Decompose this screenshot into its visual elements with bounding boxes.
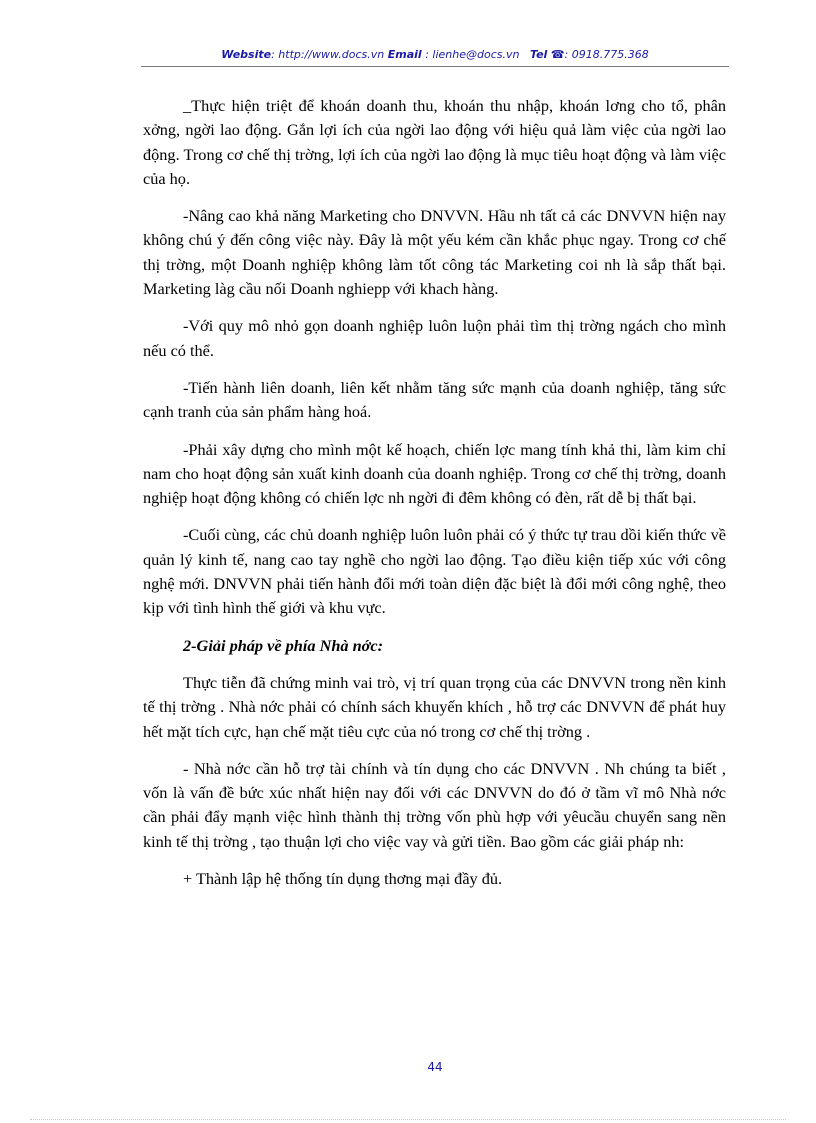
phone-icon: ☎: [550, 48, 565, 61]
paragraph: Thực tiễn đã chứng minh vai trò, vị trí quan trọng của các DNVVN trong nền kinh tế thị trờng . Nhà nớc phải có chính sách khuyến khích , hỗ trợ các DNVVN để phát huy hết mặt tích cực, hạn chế mặt tiêu cực của nó trong cơ chế thị trờng .: [143, 672, 726, 741]
section-heading: 2-Giải pháp về phía Nhà nớc:: [183, 635, 384, 655]
paragraph: -Nâng cao khả năng Marketing cho DNVVN. Hầu nh tất cả các DNVVN hiện nay không chú ý đến công việc này. Đây là một yếu kém cần khắc phục ngay. Trong cơ chế thị trờng, một Doanh nghiệp không làm tốt công tác Marketing coi nh là sắp thất bại. Marketing làg cầu nối Doanh nghiepp với khach hàng.: [143, 206, 726, 299]
paragraph: -Tiến hành liên doanh, liên kết nhằm tăng sức mạnh của doanh nghiệp, tăng sức cạnh tranh của sản phẩm hàng hoá.: [143, 377, 726, 422]
page-header: [141, 48, 729, 61]
paragraph: - Nhà nớc cần hỗ trợ tài chính và tín dụng cho các DNVVN . Nh chúng ta biết , vốn là vấn đề bức xúc nhất hiện nay đối với các DNVVN do đó ở tầm vĩ mô Nhà nớc cần phải đẩy mạnh việc hình thành thị trờng vốn phù hợp với yêucầu chuyển sang nền kinh tế thị trờng , tạo thuận lợi cho việc vay và gửi tiền. Bao gồm các giải pháp nh:: [143, 758, 726, 851]
footer-divider: [30, 1119, 786, 1120]
email-address[interactable]: : lienhe@docs.vn: [421, 48, 520, 61]
email-label: Email: [387, 48, 422, 61]
paragraph: _Thực hiện triệt để khoán doanh thu, khoán thu nhập, khoán lơng cho tổ, phân xởng, ngời lao động. Gắn lợi ích của ngời lao động với hiệu quả làm việc của ngời lao động. Trong cơ chế thị trờng, lợi ích của ngời lao động là mục tiêu hoạt động và làm việc của họ.: [143, 96, 726, 188]
document-body: [143, 94, 726, 904]
tel-number: : 0918.775.368: [564, 48, 649, 61]
website-label: Website: [221, 48, 272, 61]
header-divider: [141, 66, 729, 67]
paragraph: -Với quy mô nhỏ gọn doanh nghiệp luôn luộn phải tìm thị trờng ngách cho mình nếu có thể.: [143, 316, 726, 360]
paragraph: -Phải xây dựng cho mình một kế hoạch, chiến lợc mang tính khả thi, làm kim chỉ nam cho hoạt động sản xuất kinh doanh của doanh nghiệp. Trong cơ chế thị trờng, doanh nghiệp hoạt động không có chiến lợc nh ngời đi đêm không có đèn, rất dễ bị thất bại.: [143, 439, 726, 508]
website-url[interactable]: : http://www.docs.vn: [271, 48, 385, 61]
page-number: 44: [427, 1060, 443, 1074]
paragraph: + Thành lập hệ thống tín dụng thơng mại đầy đủ.: [183, 869, 503, 889]
tel-label: Tel: [529, 48, 548, 61]
paragraph: -Cuối cùng, các chủ doanh nghiệp luôn luôn phải có ý thức tự trau dồi kiến thức về quản lý kinh tế, nang cao tay nghề cho ngời lao động. Tạo điều kiện tiếp xúc với công nghệ mới. DNVVN phải tiến hành đổi mới toàn diện đặc biệt là đổi mới công nghệ, theo kịp với tình hình thế giới và khu vực.: [143, 525, 726, 618]
